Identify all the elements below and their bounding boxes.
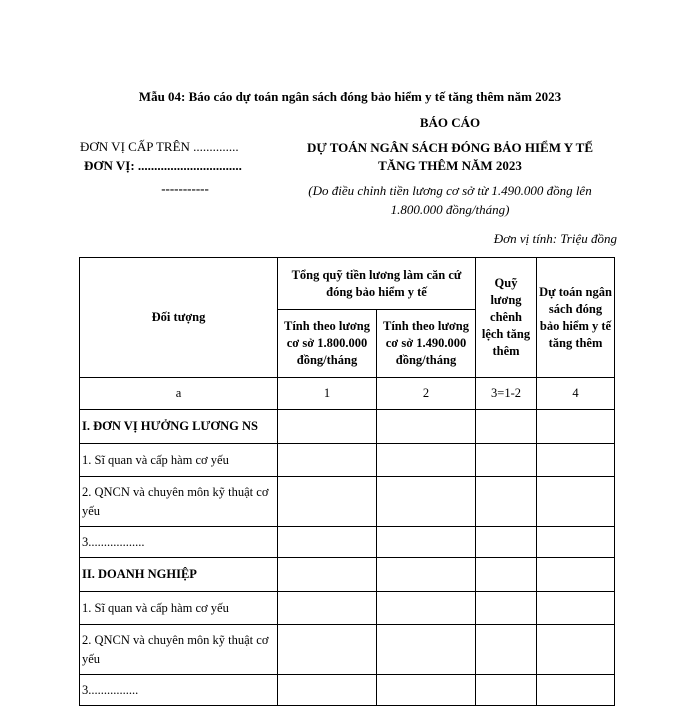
value-cell	[377, 625, 476, 675]
value-cell	[537, 558, 615, 592]
index-row	[80, 378, 615, 410]
budget-table	[79, 257, 615, 706]
row-label: 2. QNCN và chuyên môn kỹ thuật cơ yếu	[80, 625, 278, 675]
value-cell	[278, 410, 377, 444]
superior-unit-label: ĐƠN VỊ CẤP TRÊN ..............	[80, 139, 239, 154]
header-col3: Quỹ lương chênh lệch tăng thêm	[476, 258, 537, 378]
row-label: 1. Sĩ quan và cấp hàm cơ yếu	[80, 592, 278, 625]
index-cell: 1	[278, 378, 377, 410]
header-col2: Tính theo lương cơ sở 1.490.000 đồng/tháng	[377, 310, 476, 378]
value-cell	[377, 444, 476, 477]
form-title: Mẫu 04: Báo cáo dự toán ngân sách đóng bảo hiểm y tế tăng thêm năm 2023	[138, 89, 562, 104]
value-cell	[278, 477, 377, 527]
value-cell	[537, 477, 615, 527]
value-cell	[377, 477, 476, 527]
row-label: I. ĐƠN VỊ HƯỞNG LƯƠNG NS	[80, 410, 278, 444]
value-cell	[537, 592, 615, 625]
value-cell	[377, 410, 476, 444]
report-subtitle: DỰ TOÁN NGÂN SÁCH ĐÓNG BẢO HIỂM Y TẾ TĂNG THÊM NĂM 2023	[306, 140, 594, 173]
value-cell	[537, 410, 615, 444]
row-label: 1. Sĩ quan và cấp hàm cơ yếu	[80, 444, 278, 477]
table-row	[80, 477, 615, 527]
table-row	[80, 444, 615, 477]
report-note: (Do điều chỉnh tiền lương cơ sở từ 1.490.000 đồng lên 1.800.000 đồng/tháng)	[308, 183, 592, 217]
header-row	[80, 258, 615, 310]
value-cell	[377, 558, 476, 592]
header-col4: Dự toán ngân sách đóng bảo hiểm y tế tăng thêm	[537, 258, 615, 378]
report-heading	[292, 113, 608, 219]
index-cell: 2	[377, 378, 476, 410]
value-cell	[476, 444, 537, 477]
header-subject: Đối tượng	[80, 258, 278, 378]
value-cell	[278, 675, 377, 706]
value-cell	[476, 625, 537, 675]
table-row	[80, 592, 615, 625]
row-label: 3................	[80, 675, 278, 706]
value-cell	[537, 527, 615, 558]
table-row	[80, 410, 615, 444]
table-row	[80, 527, 615, 558]
value-cell	[537, 444, 615, 477]
table-row	[80, 558, 615, 592]
value-cell	[278, 444, 377, 477]
row-label: 3..................	[80, 527, 278, 558]
header-fund-group: Tổng quỹ tiền lương làm căn cứ đóng bảo hiểm y tế	[278, 258, 476, 310]
report-title: BÁO CÁO	[419, 115, 481, 130]
value-cell	[476, 675, 537, 706]
table-row	[80, 675, 615, 706]
value-cell	[476, 592, 537, 625]
value-cell	[476, 558, 537, 592]
index-cell: 3=1-2	[476, 378, 537, 410]
value-cell	[537, 625, 615, 675]
value-cell	[278, 592, 377, 625]
unit-label: ĐƠN VỊ: ................................	[84, 158, 242, 173]
value-cell	[476, 477, 537, 527]
divider-dashes: -----------	[161, 181, 209, 196]
value-cell	[476, 527, 537, 558]
table-row	[80, 625, 615, 675]
value-cell	[377, 592, 476, 625]
value-cell	[377, 675, 476, 706]
index-cell: a	[80, 378, 278, 410]
value-cell	[278, 527, 377, 558]
value-cell	[377, 527, 476, 558]
value-cell	[278, 558, 377, 592]
value-cell	[537, 675, 615, 706]
header-col1: Tính theo lương cơ sở 1.800.000 đồng/tháng	[278, 310, 377, 378]
row-label: 2. QNCN và chuyên môn kỹ thuật cơ yếu	[80, 477, 278, 527]
unit-note: Đơn vị tính: Triệu đồng	[493, 231, 617, 246]
issuing-unit-block	[80, 137, 290, 198]
value-cell	[476, 410, 537, 444]
index-cell: 4	[537, 378, 615, 410]
row-label: II. DOANH NGHIỆP	[80, 558, 278, 592]
value-cell	[278, 625, 377, 675]
